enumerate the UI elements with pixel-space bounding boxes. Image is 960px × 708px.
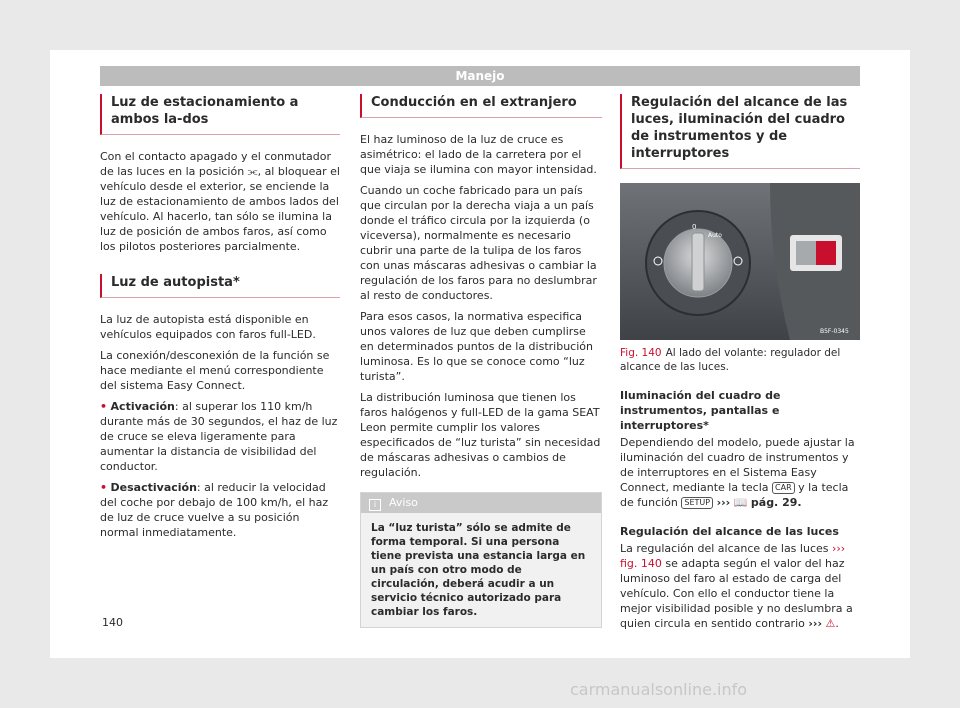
- figure-caption: [620, 346, 860, 374]
- bullet-label: Activación: [110, 400, 175, 413]
- column-middle: [360, 94, 602, 628]
- heading-abroad: Conducción en el extranjero: [360, 94, 602, 118]
- page-number: 140: [102, 616, 123, 629]
- paragraph: La distribución luminosa que tienen los faros halógenos y full-LED de la gama SEAT Leon permite cumplir los valores especificados de “luz turista” sin necesidad de máscaras adhesivas o cambios de regulación.: [360, 391, 601, 479]
- paragraph: Cuando un coche fabricado para un país que circulan por la derecha viaja a un país donde el tráfico circula por la izquierda (o viceversa), normalmente es necesario cubrir una parte de la tulipa de los faros con unas máscaras adhesivas o cambiar la regulación de los faros para no deslumbrar al resto de conductores.: [360, 184, 597, 302]
- setup-key-icon: SETUP: [681, 497, 713, 509]
- knob-label-zero: 0: [692, 223, 697, 231]
- figure-code: B5F-0345: [820, 328, 849, 335]
- column-right: [620, 94, 860, 637]
- cross-ref-arrows: ›››: [716, 496, 731, 509]
- paragraph: [620, 435, 860, 510]
- knob-label-auto: Auto: [708, 232, 722, 239]
- heading-highway-light: Luz de autopista*: [100, 274, 340, 298]
- subheading-range-control: Regulación del alcance de las luces: [620, 525, 839, 538]
- book-icon: 📖: [733, 496, 748, 509]
- bullet-icon: •: [100, 400, 108, 413]
- warning-icon: ⚠: [825, 617, 836, 630]
- heading-headlight-range: Regulación del alcance de las luces, iluminación del cuadro de instrumentos y de interruptores: [620, 94, 860, 169]
- bullet-icon: •: [100, 481, 108, 494]
- notice-text: La “luz turista” sólo se admite de forma temporal. Si una persona tiene prevista una estancia larga en un país con otro modo de circulación, deberá acudir a un servicio técnico autorizado para cambiar los faros.: [371, 522, 586, 618]
- watermark: carmanualsonline.info: [570, 680, 748, 699]
- paragraph: El haz luminoso de la luz de cruce es asimétrico: el lado de la carretera por el que viaja se ilumina con mayor intensidad.: [360, 133, 597, 176]
- column-left: [100, 94, 340, 546]
- info-icon: i: [369, 499, 381, 511]
- figure-reference[interactable]: ››› fig. 140: [620, 542, 846, 570]
- paragraph: Para esos casos, la normativa especifica unos valores de luz que deben cumplirse en determinados puntos de la distribución luminosa. Es lo que se conoce como “luz turista”.: [360, 310, 593, 383]
- paragraph-text: Dependiendo del modelo, puede ajustar la iluminación del cuadro de instrumentos y de interruptores en el Sistema Easy Connect, mediante la tecla: [620, 436, 855, 494]
- heading-parking-light: Luz de estacionamiento a ambos la-dos: [100, 94, 340, 135]
- page-reference[interactable]: pág. 29.: [750, 496, 802, 509]
- bullet-label: Desactivación: [110, 481, 197, 494]
- bullet-deactivation: [100, 480, 340, 540]
- paragraph: Con el contacto apagado y el conmutador de las luces en la posición ⫘, al bloquear el vehículo desde el exterior, se enciende la luz de estacionamiento de ambos lados del vehículo. Al hacerlo, tan sólo se ilumina la luz de posición de ambos faros, así como los pilotos posteriores parcialmente.: [100, 150, 340, 253]
- paragraph: La conexión/desconexión de la función se hace mediante el menú correspondiente del sistema Easy Connect.: [100, 349, 330, 392]
- paragraph: La regulación del alcance de las luces ››› fig. 140 se adapta según el valor del haz luminoso del faro al estado de carga del vehículo. Con ello el conductor tiene la mejor visibilidad posible y no deslumbra a quien circula en sentido contrario ››› ⚠.: [620, 542, 853, 630]
- paragraph-text: La regulación del alcance de las luces: [620, 542, 829, 555]
- paragraph-text: se adapta según el valor del haz luminoso del faro al estado de carga del vehículo. Con ello el conductor tiene la mejor visibilidad posible y no deslumbra a quien circula en sentido contrario: [620, 557, 853, 630]
- manual-page: [50, 50, 910, 658]
- figure-light-switch: [620, 183, 860, 340]
- notice-title: Aviso: [389, 496, 418, 509]
- car-key-icon: CAR: [772, 482, 795, 494]
- subheading-instrument-lighting: Iluminación del cuadro de instrumentos, pantallas e interruptores*: [620, 389, 781, 432]
- paragraph-text: y la tecla de función: [620, 481, 849, 509]
- notice-header: [361, 493, 601, 513]
- figure-caption-text: Al lado del volante: regulador del alcance de las luces.: [620, 347, 841, 373]
- notice-box: [360, 492, 602, 628]
- figure-label: Fig. 140: [620, 347, 662, 359]
- bullet-text: : al superar los 110 km/h durante más de 30 segundos, el haz de luz de cruce se eleva ligeramente para aumentar la distancia de visibilidad del conductor.: [100, 400, 338, 473]
- bullet-text: : al reducir la velocidad del coche por debajo de 100 km/h, el haz de luz de cruce vuelve a su posición normal inmediatamente.: [100, 481, 329, 539]
- cross-ref-arrows: ›››: [808, 617, 822, 630]
- section-header: Manejo: [100, 66, 860, 86]
- light-switch-illustration: [620, 183, 860, 340]
- paragraph: La luz de autopista está disponible en vehículos equipados con faros full-LED.: [100, 313, 316, 341]
- bullet-activation: [100, 399, 340, 474]
